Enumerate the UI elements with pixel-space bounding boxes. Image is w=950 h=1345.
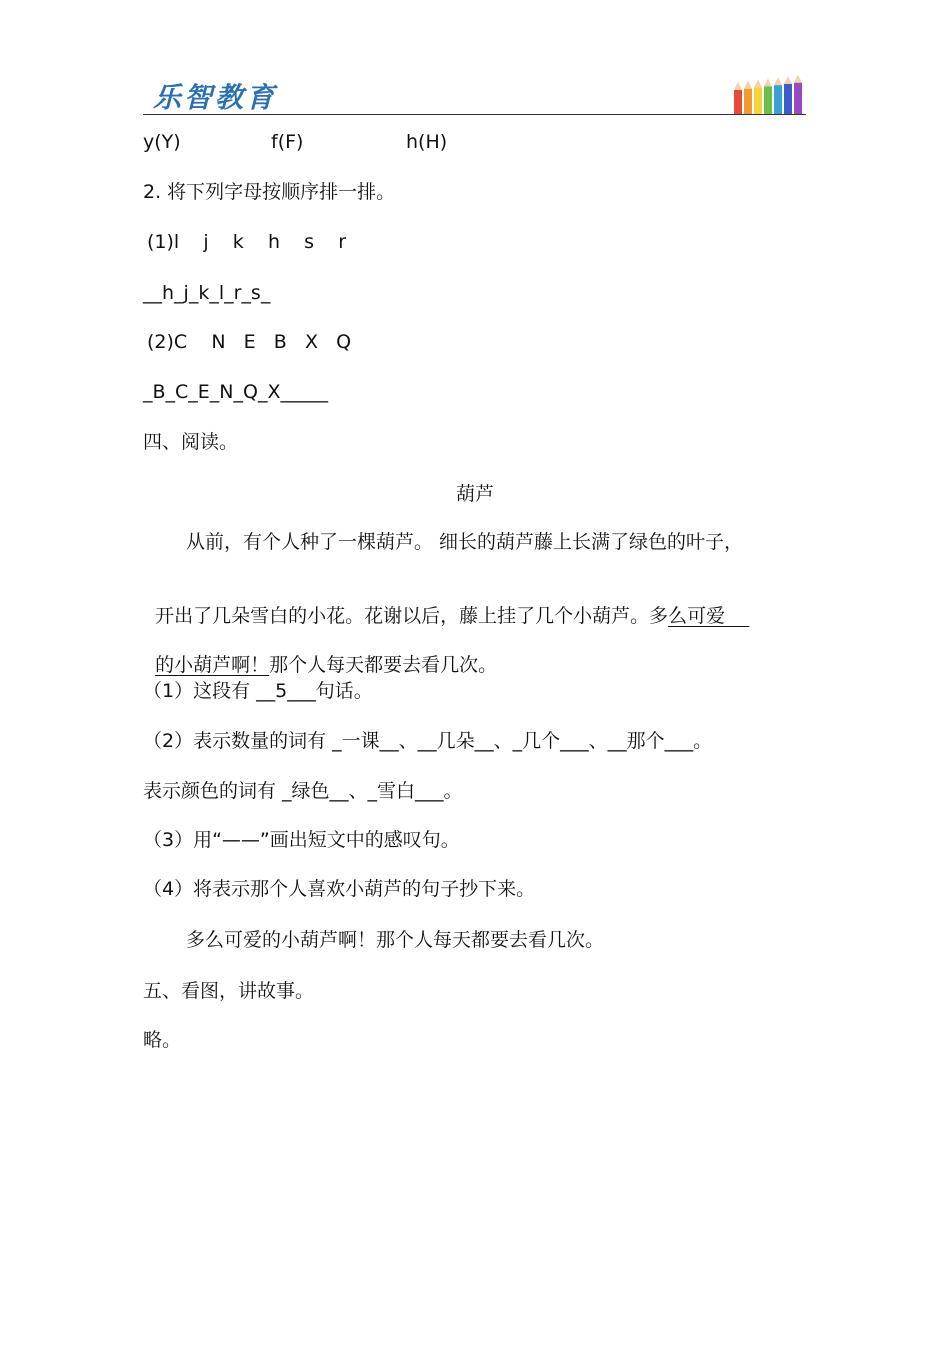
answer-3: （3）用“——”画出短文中的感叹句。 bbox=[143, 829, 460, 851]
question-2-2: (2)C N E B X Q bbox=[147, 331, 352, 353]
passage-underlined-end: 的小葫芦啊！ bbox=[155, 654, 270, 676]
pencil-3 bbox=[754, 80, 762, 114]
question-2-2-answer: _B_C_E_N_Q_X_____ bbox=[143, 381, 328, 403]
answer-2: （2）表示数量的词有 _一课__、__几朵__、_几个___、__那个___。 bbox=[143, 730, 713, 752]
answer-1: （1）这段有 __5___句话。 bbox=[143, 680, 373, 702]
pencil-2 bbox=[744, 81, 752, 114]
passage-line-2 bbox=[143, 580, 749, 628]
pencil-6 bbox=[784, 76, 792, 114]
passage-line-3 bbox=[143, 629, 497, 677]
letter-pair-y: y(Y) bbox=[143, 131, 181, 153]
question-2-1-answer: __h_j_k_l_r_s_ bbox=[143, 282, 271, 304]
letter-pair-h: h(H) bbox=[406, 131, 448, 153]
section-5-heading: 五、看图，讲故事。 bbox=[143, 980, 315, 1002]
question-2-1: (1)l j k h s r bbox=[147, 231, 347, 253]
pencil-1 bbox=[734, 82, 742, 114]
pencil-7 bbox=[794, 75, 802, 114]
logo: 乐智教育 bbox=[153, 81, 278, 114]
passage-line-2-text: 开出了几朵雪白的小花。花谢以后，藤上挂了几个小葫芦。多 bbox=[155, 605, 669, 627]
header-rule bbox=[143, 114, 806, 115]
answer-4: （4）将表示那个人喜欢小葫芦的句子抄下来。 bbox=[143, 878, 536, 900]
passage-line-1: 从前，有个人种了一棵葫芦。 细长的葫芦藤上长满了绿色的叶子， bbox=[186, 531, 744, 553]
pencil-5 bbox=[774, 77, 782, 114]
section-4-heading: 四、阅读。 bbox=[143, 431, 239, 453]
question-2: 2. 将下列字母按顺序排一排。 bbox=[143, 181, 396, 203]
pencil-4 bbox=[764, 78, 772, 114]
pencils-icon bbox=[732, 72, 806, 114]
letter-pair-f: f(F) bbox=[271, 131, 304, 153]
answer-4-sentence: 多么可爱的小葫芦啊！那个人每天都要去看几次。 bbox=[186, 929, 605, 951]
answer-2-colors: 表示颜色的词有 _绿色__、_雪白___。 bbox=[143, 780, 463, 802]
passage-underlined-start: 么可爱 bbox=[668, 605, 750, 627]
passage-line-3-text: 那个人每天都要去看几次。 bbox=[269, 654, 498, 676]
section-5-answer: 略。 bbox=[143, 1029, 182, 1051]
passage-title: 葫芦 bbox=[455, 483, 494, 505]
